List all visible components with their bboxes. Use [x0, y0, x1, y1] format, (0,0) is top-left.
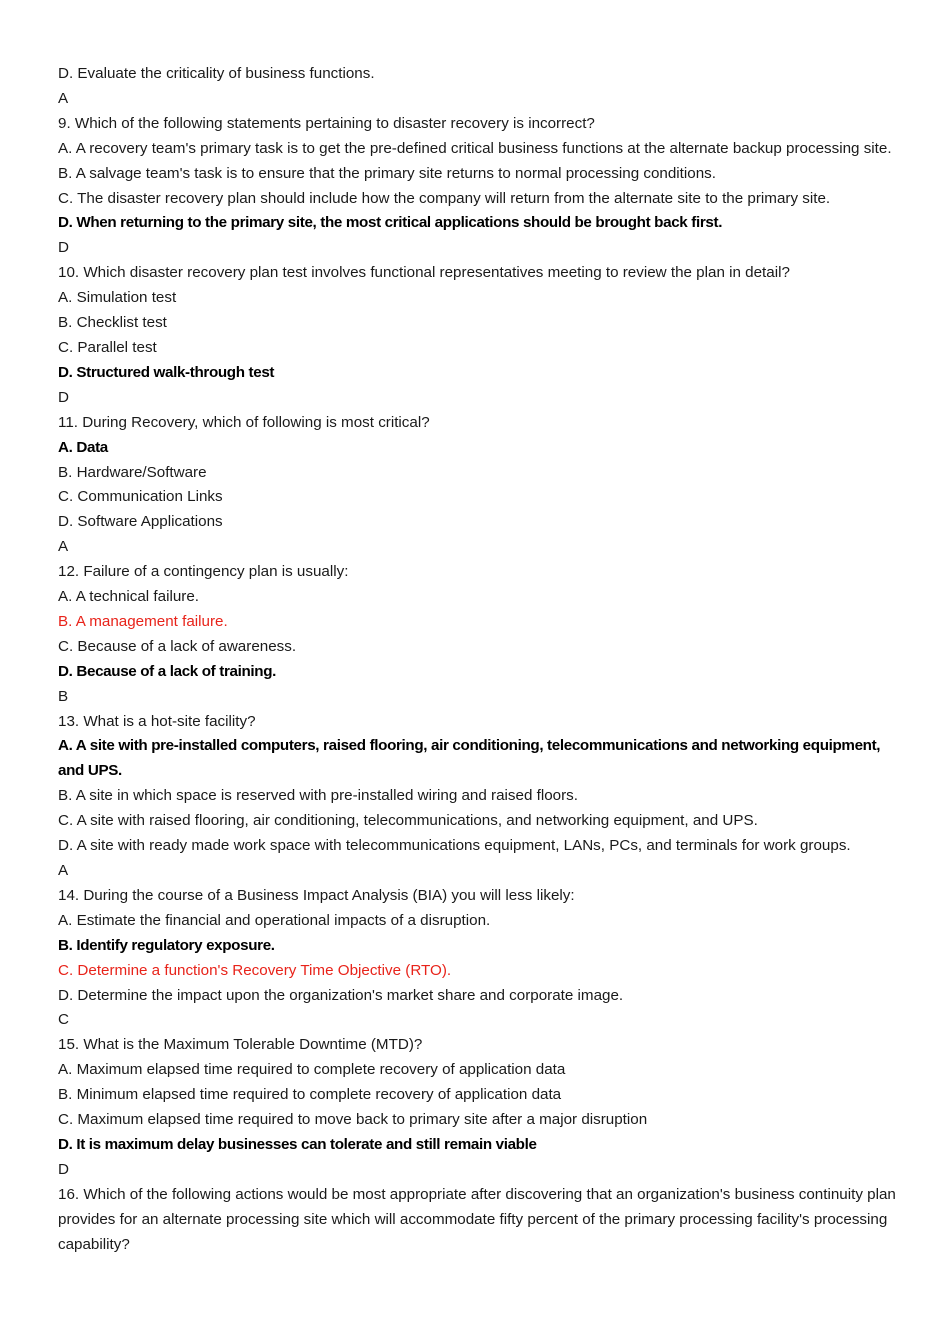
text-line: 11. During Recovery, which of following is most critical?	[58, 413, 430, 431]
text-line: B. Identify regulatory exposure.	[58, 936, 275, 954]
text-line: A. Maximum elapsed time required to complete recovery of application data	[58, 1061, 566, 1079]
text-line: D. It is maximum delay businesses can tolerate and still remain viable	[58, 1135, 537, 1153]
text-line: C. The disaster recovery plan should include how the company will return from the alternate site to the primary site.	[58, 189, 831, 207]
text-line: B. A site in which space is reserved with pre-installed wiring and raised floors.	[58, 787, 578, 805]
text-line: D. Structured walk-through test	[58, 363, 275, 381]
text-line: A. Estimate the financial and operational impacts of a disruption.	[58, 911, 491, 929]
text-line: 9. Which of the following statements pertaining to disaster recovery is incorrect?	[58, 114, 595, 132]
text-line: D	[58, 388, 69, 406]
text-line: C. Parallel test	[58, 338, 157, 356]
text-line: D	[58, 1160, 69, 1178]
text-line: A	[58, 89, 69, 107]
text-line: D. When returning to the primary site, the most critical applications should be brought back first.	[58, 214, 723, 232]
text-line: B. A salvage team's task is to ensure that the primary site returns to normal processing conditions.	[58, 164, 716, 182]
text-line: 15. What is the Maximum Tolerable Downtime (MTD)?	[58, 1036, 423, 1054]
text-line: B. Checklist test	[58, 314, 167, 332]
text-line: 10. Which disaster recovery plan test involves functional representatives meeting to review the plan in detail?	[58, 264, 790, 282]
text-line: A. Data	[58, 438, 108, 456]
text-line: A. A technical failure.	[58, 588, 199, 606]
text-line: D. Determine the impact upon the organization's market share and corporate image.	[58, 986, 624, 1004]
text-line: D. Because of a lack of training.	[58, 662, 277, 680]
text-line: B. Minimum elapsed time required to complete recovery of application data	[58, 1086, 562, 1104]
text-line: C. Maximum elapsed time required to move back to primary site after a major disruption	[58, 1111, 648, 1129]
text-line: 13. What is a hot-site facility?	[58, 712, 256, 730]
text-line: B. Hardware/Software	[58, 463, 207, 481]
text-line: C. Communication Links	[58, 488, 223, 506]
text-line: D	[58, 239, 69, 257]
text-line: B. A management failure.	[58, 612, 228, 630]
text-line: A	[58, 538, 69, 556]
text-line: D. Software Applications	[58, 513, 223, 531]
text-line: A. A site with pre-installed computers, raised flooring, air conditioning, telecommunications and networking equipment, and UPS.	[58, 737, 881, 780]
text-line: 12. Failure of a contingency plan is usually:	[58, 563, 349, 581]
text-line: A	[58, 862, 69, 879]
text-line: D. A site with ready made work space with telecommunications equipment, LANs, PCs, and terminals for work groups.	[58, 837, 851, 855]
text-line: A. Simulation test	[58, 289, 177, 307]
text-line: D. Evaluate the criticality of business functions.	[58, 65, 375, 82]
text-line: 14. During the course of a Business Impact Analysis (BIA) you will less likely:	[58, 886, 575, 904]
text-line: C. A site with raised flooring, air conditioning, telecommunications, and networking equipment, and UPS.	[58, 812, 758, 830]
document-body	[58, 62, 898, 1258]
text-line: A. A recovery team's primary task is to get the pre-defined critical business functions at the alternate backup processing site.	[58, 139, 892, 157]
text-line: C. Because of a lack of awareness.	[58, 637, 297, 655]
text-line: C. Determine a function's Recovery Time Objective (RTO).	[58, 961, 452, 979]
text-line: C	[58, 1011, 69, 1029]
text-line: B	[58, 687, 69, 705]
text-line: 16. Which of the following actions would be most appropriate after discovering that an organization's business continuity plan provides for an alternate processing site which will accommodate fifty percent of the primary processing facility's processing capability?	[58, 1185, 896, 1253]
